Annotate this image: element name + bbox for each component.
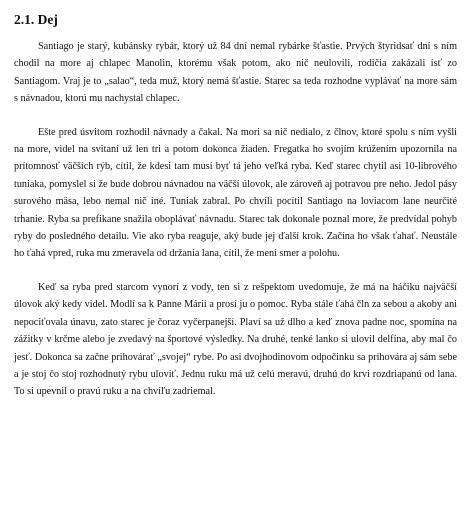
paragraph: Santiago je starý, kubánsky rybár, ktorý už 84 dní nemal rybárke šťastie. Prvých štyridsať dní s ním chodil na more aj chlapec Manolin, ktorému však potom, ako nič neulovili, rodičia zakázali ísť zo Santiagom. Vraj je to „salao“, teda muž, ktorý nemá šťastie. Starec sa teda rozhodne vyplávať na more sám s návnadou, ktorú mu nachystal chlapec. (14, 41, 457, 105)
paragraph: Keď sa ryba pred starcom vynorí z vody, ten si z rešpektom uvedomuje, že má na háčiku najväčší úlovok aký kedy videl. Modlí sa k Panne Márii a prosí ju o pomoc. Ryba stále ťahá čln za sebou a akoby ani nepociťovala únavu, zato starec je čoraz vyčerpanejší. Plaví sa už dlho a keď znova padne noc, spomína na zážitky v krčme alebo je zvedavý na športové výsledky. Na druhé, tenké lanko si ulovil delfína, aby mal čo jesť. Dokonca sa začne prihovárať „svojej“ rybe. Po asi dvojhodinovom odpočinku sa prihovára aj sám sebe a je stoj čo stoj rozhodnutý rybu uloviť. Jednu ruku má už celú meravú, druhú do krvi rozdriapanú od lana. To si upevnil o pravú ruku a na chvíľu zadriemal. (14, 281, 457, 398)
section-heading: 2.1. Dej (14, 12, 58, 27)
paragraph: Ešte pred úsvitom rozhodil návnady a čakal. Na mori sa nič nedialo, z člnov, ktoré spolu s ním vyšli na more, videl na svitaní už len tri a potom dokonca žiaden. Fregatka ho svojím krúžením upozornila na prítomnosť väčších rýb, cítil, že kdesi tam musí byť tá jeho veľká ryba. Keď starec chytil asi 10-librového tuniaka, pomyslel si že bude dobrou návnadou na väčší úlovok, ale zároveň aj potravou pre neho. Jedol pásy surového mäsa, lebo nemal nič iné. Tuniak zabral. Po chvíli pocítil Santiago na loviacom lane neurčité trhanie. Ryba sa prefikane snažila oboplávať návnadu. Starec tak dokonale poznal more, že predvídal pohyb ryby do posledného detailu. Vie ako ryba reaguje, aký bude jej ďalší krok. Začína ho však ťahať. Neustále ho ťahá vpred, ruka mu zmeravela od držania lana, cítil, že mení smer a polohu. (14, 126, 457, 260)
